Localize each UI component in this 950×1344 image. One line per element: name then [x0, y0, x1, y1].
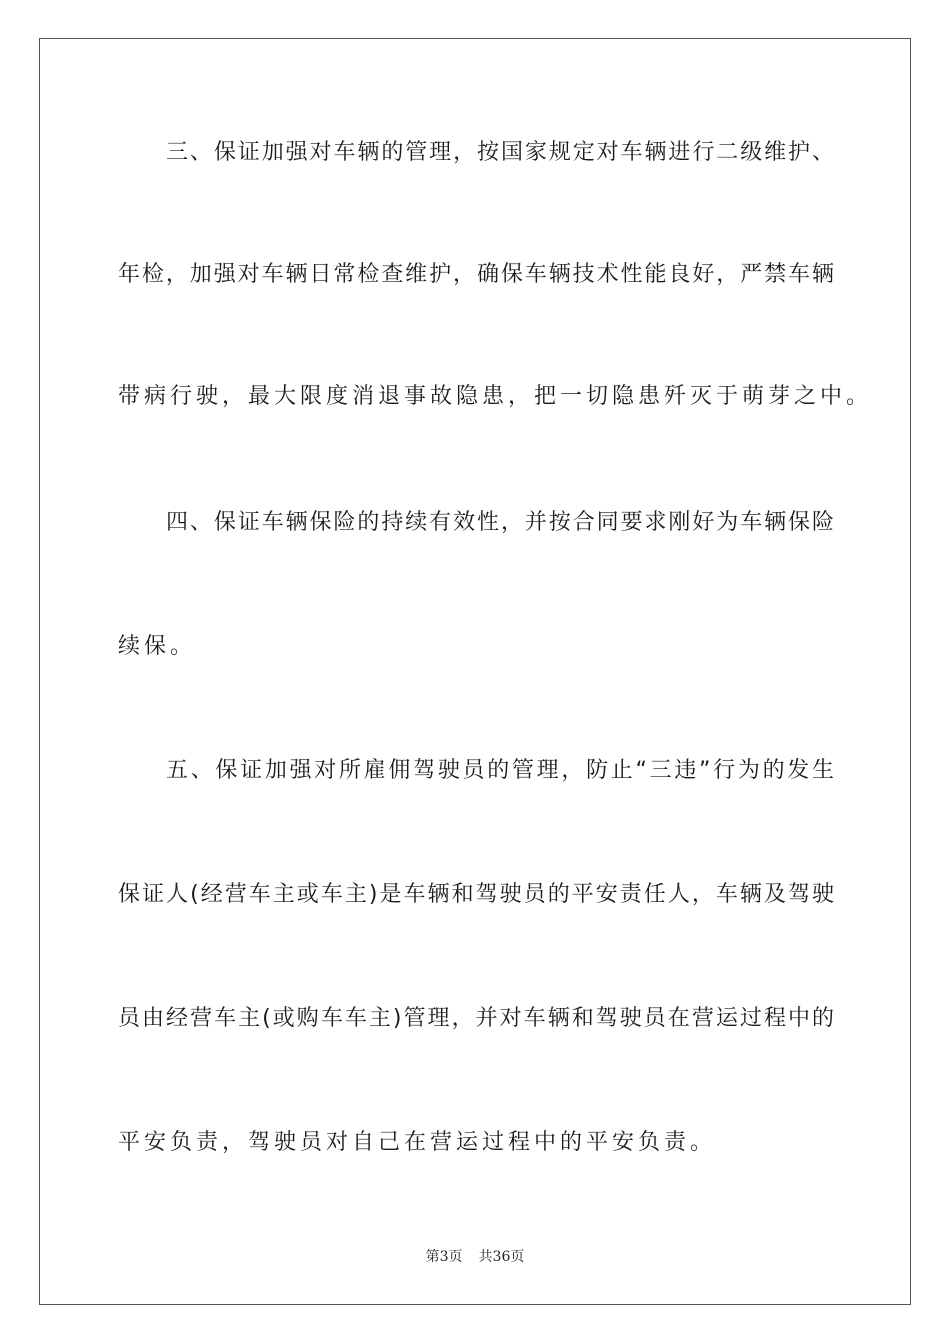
- paragraph-line: 续保。: [118, 634, 197, 659]
- paragraph-line: 员由经营车主(或购车车主)管理，并对车辆和驾驶员在营运过程中的: [118, 1006, 834, 1031]
- page-total: 共36页: [478, 1249, 525, 1265]
- paragraph-line: 年检，加强对车辆日常检查维护，确保车辆技术性能良好，严禁车辆: [118, 262, 834, 287]
- paragraph-line: 带病行驶，最大限度消退事故隐患，把一切隐患歼灭于萌芽之中。: [118, 384, 873, 409]
- paragraph-line: 四、保证车辆保险的持续有效性，并按合同要求刚好为车辆保险: [166, 510, 834, 535]
- paragraph-line: 保证人(经营车主或车主)是车辆和驾驶员的平安责任人，车辆及驾驶: [118, 882, 834, 907]
- page-footer: [0, 1246, 950, 1266]
- paragraph-line: 三、保证加强对车辆的管理，按国家规定对车辆进行二级维护、: [166, 140, 834, 165]
- paragraph-line: 平安负责，驾驶员对自己在营运过程中的平安负责。: [118, 1130, 717, 1155]
- page-number: 第3页: [425, 1249, 463, 1265]
- paragraph-line: 五、保证加强对所雇佣驾驶员的管理，防止“三违”行为的发生: [166, 758, 834, 783]
- page-border: [39, 38, 911, 1305]
